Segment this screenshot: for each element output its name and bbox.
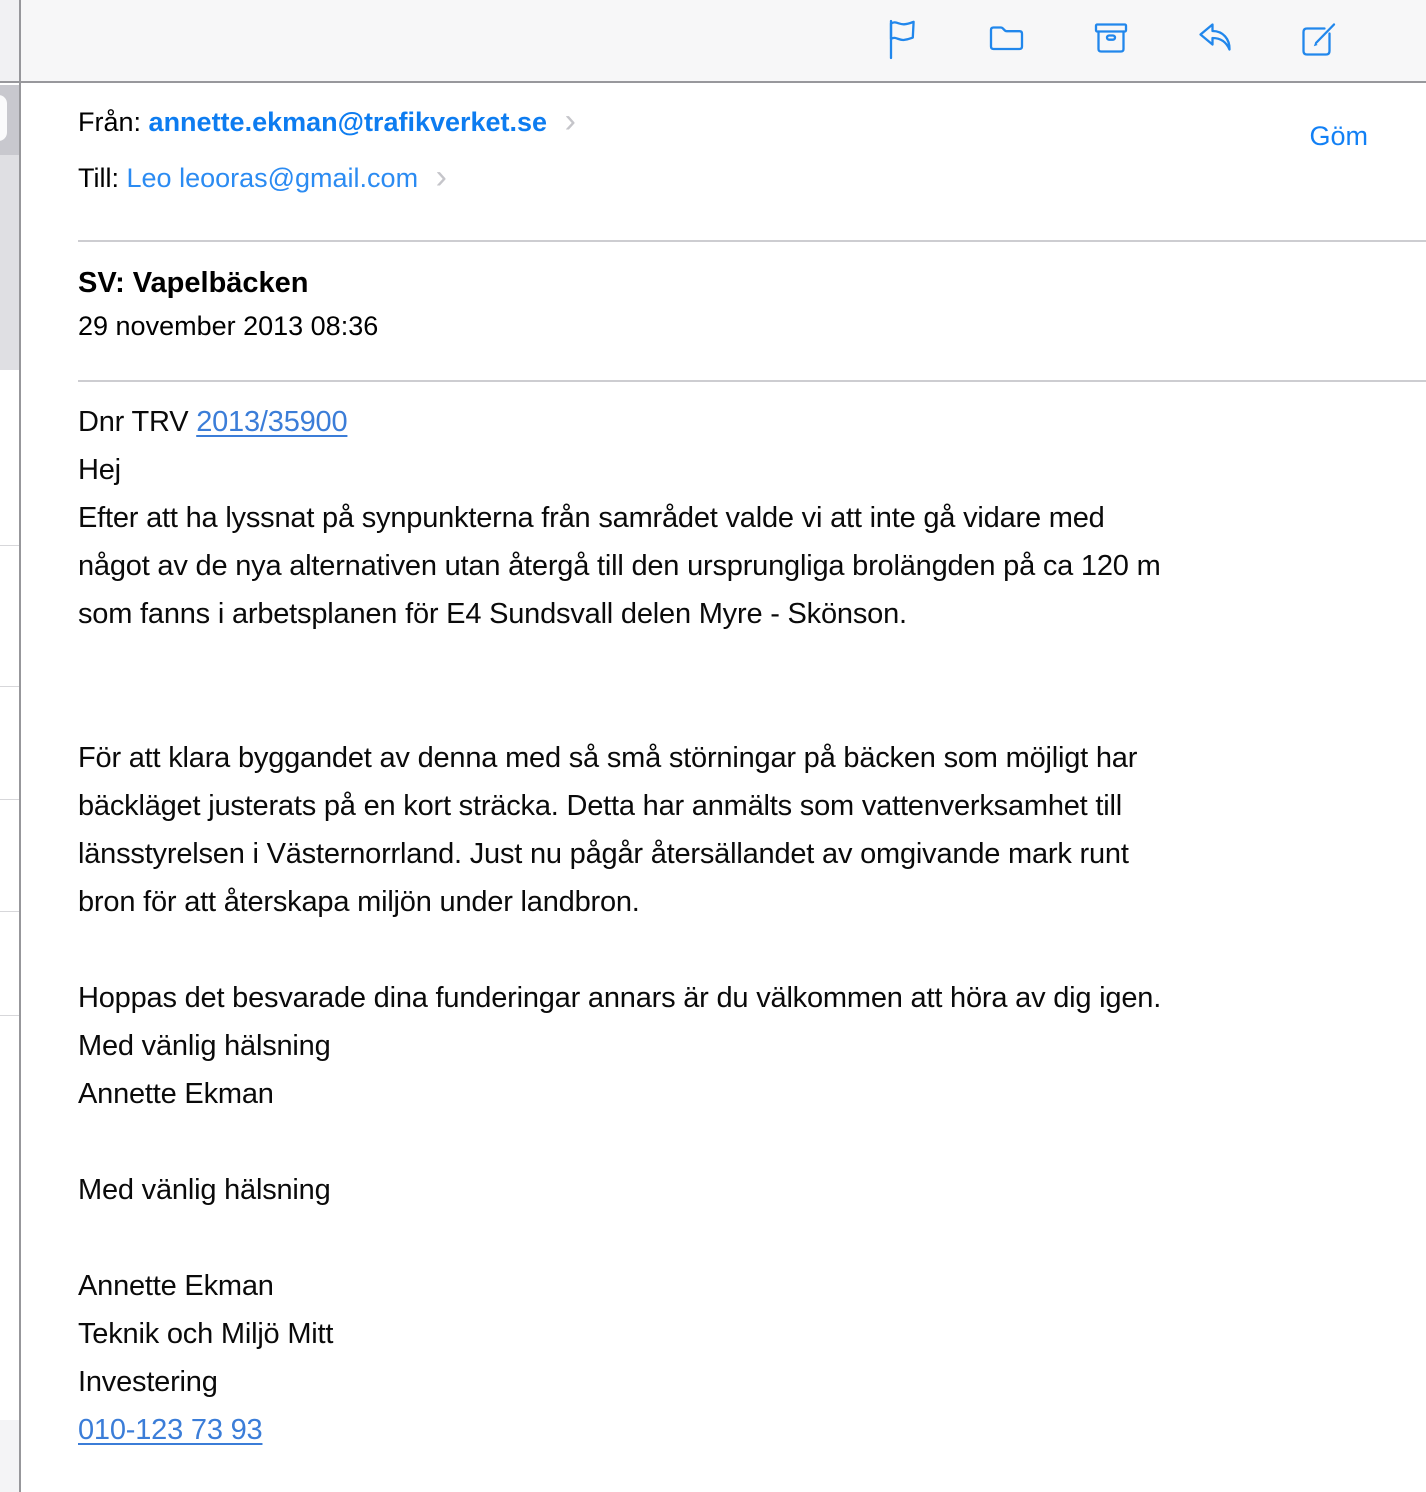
compose-icon[interactable] — [1296, 16, 1342, 62]
body-line-dnr — [78, 398, 1406, 446]
body-line: Investering — [78, 1366, 218, 1398]
blank-line — [78, 926, 1406, 974]
chevron-right-icon[interactable]: › — [564, 102, 576, 140]
message-pane — [21, 85, 1426, 1492]
subject-line: SV: Vapelbäcken — [78, 267, 309, 299]
body-line: bäckläget justerats på en kort sträcka. Detta har anmälts som vattenverksamhet till — [78, 790, 1122, 822]
to-row — [78, 156, 447, 198]
body-line: Hej — [78, 454, 121, 486]
blank-line — [78, 1118, 1406, 1166]
blank-line — [78, 638, 1406, 686]
dnr-number-link[interactable]: 2013/35900 — [196, 406, 348, 438]
list-row-divider — [0, 799, 19, 800]
list-row-divider — [0, 686, 19, 687]
blank-line — [78, 686, 1406, 734]
list-footer-area — [0, 1420, 19, 1492]
body-line: Efter att ha lyssnat på synpunkterna från samrådet valde vi att inte gå vidare med — [78, 502, 1105, 534]
message-body — [78, 398, 1406, 1454]
body-line-phone — [78, 1406, 1406, 1454]
pane-divider — [19, 0, 21, 1492]
toolbar — [0, 0, 1426, 83]
archive-icon[interactable] — [1088, 16, 1134, 62]
body-line: Med vänlig hälsning — [78, 1030, 331, 1062]
to-address-link[interactable]: Leo leooras@gmail.com — [126, 163, 419, 193]
blank-line — [78, 1214, 1406, 1262]
list-row-divider — [0, 545, 19, 546]
list-row-divider — [0, 1015, 19, 1016]
list-row-divider — [0, 911, 19, 912]
body-line: länsstyrelsen i Västernorrland. Just nu pågår återsällandet av omgivande mark runt — [78, 838, 1129, 870]
header-divider — [78, 380, 1426, 382]
message-list-edge — [0, 85, 19, 1492]
message-list-badge — [0, 95, 7, 141]
dnr-prefix: Dnr TRV — [78, 406, 197, 438]
body-line: Med vänlig hälsning — [78, 1174, 331, 1206]
body-line: Hoppas det besvarade dina funderingar annars är du välkommen att höra av dig igen. — [78, 982, 1162, 1014]
folder-icon[interactable] — [984, 16, 1030, 62]
body-line: bron för att återskapa miljön under landbron. — [78, 886, 640, 918]
chevron-right-icon[interactable]: › — [435, 158, 447, 196]
toolbar-list-edge — [0, 0, 19, 81]
body-line: Annette Ekman — [78, 1270, 274, 1302]
from-label: Från: — [78, 107, 142, 137]
header-divider — [78, 240, 1426, 242]
from-row — [78, 100, 576, 142]
date-line: 29 november 2013 08:36 — [78, 311, 379, 341]
to-label: Till: — [78, 163, 119, 193]
reply-icon[interactable] — [1192, 16, 1238, 62]
toolbar-icons — [880, 16, 1342, 62]
body-line: För att klara byggandet av denna med så små störningar på bäcken som möjligt har — [78, 742, 1138, 774]
from-address-link[interactable]: annette.ekman@trafikverket.se — [148, 107, 548, 137]
hide-details-button[interactable]: Göm — [1309, 121, 1368, 151]
body-line: något av de nya alternativen utan återgå till den ursprungliga brolängden på ca 120 m — [78, 550, 1161, 582]
message-list-section-header — [0, 85, 19, 155]
body-line: Annette Ekman — [78, 1078, 274, 1110]
body-line: Teknik och Miljö Mitt — [78, 1318, 334, 1350]
phone-number-link[interactable]: 010-123 73 93 — [78, 1414, 263, 1446]
body-line: som fanns i arbetsplanen för E4 Sundsvall delen Myre - Skönson. — [78, 598, 907, 630]
selected-message-row[interactable] — [0, 155, 19, 370]
flag-icon[interactable] — [880, 16, 926, 62]
